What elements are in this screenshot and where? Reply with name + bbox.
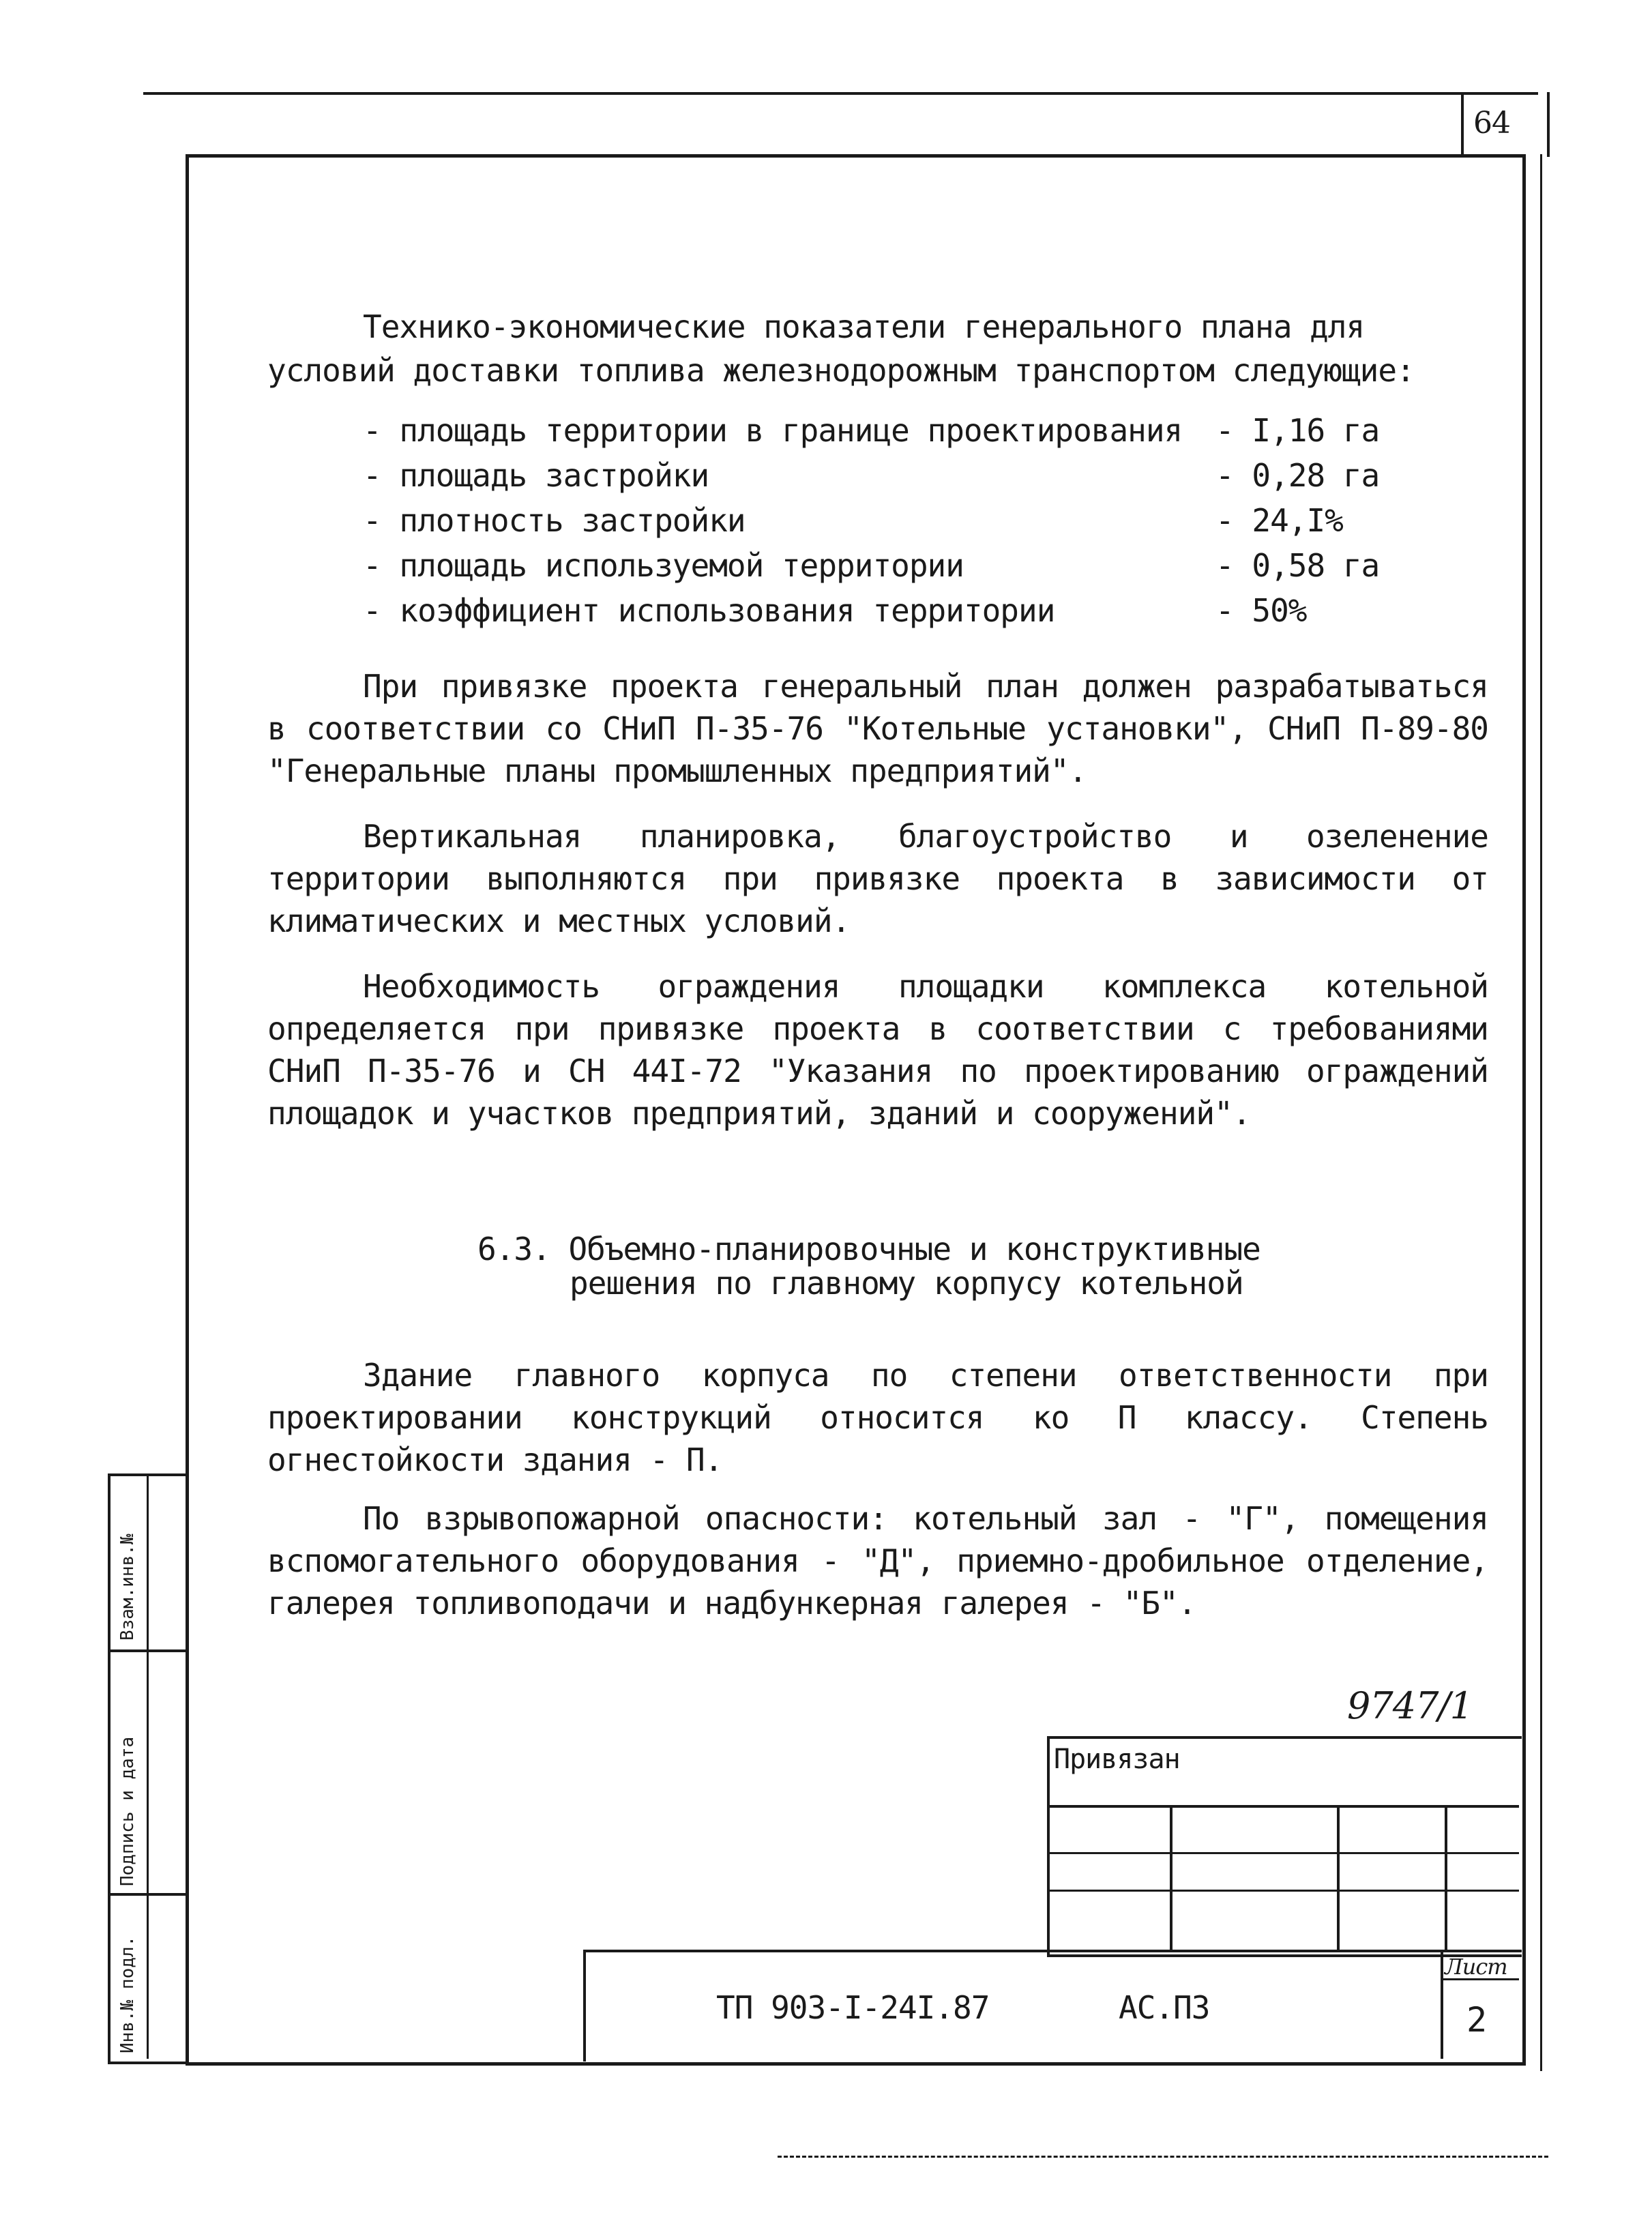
paragraph-fencing: Необходимость ограждения площадки комплекса котельной определяется при привязке проекта в соответствии с требованиями СНиП П-35-76 и СН 44I-72 "Указания по проектированию ограждений площадок и участков предприятий, зданий и сооружений". xyxy=(267,968,1488,1132)
indicator-label: - площадь застройки xyxy=(363,457,709,494)
indicator-label: - площадь территории в границе проектирования xyxy=(363,412,1183,449)
indicator-label: - коэффициент использования территории xyxy=(363,592,1055,629)
side-stamp-row-2 xyxy=(108,1893,186,1896)
indicator-building-density xyxy=(363,498,1400,543)
indicator-value: - 24,I% xyxy=(1215,502,1343,539)
paragraph-responsibility: Здание главного корпуса по степени ответственности при проектировании конструкций относится ко П классу. Степень огнестойкости здания - П. xyxy=(267,1357,1488,1478)
indicator-value: - 0,28 га xyxy=(1215,457,1380,494)
privyazan-row-3 xyxy=(1047,1890,1519,1892)
section-heading-line-1: 6.3. Объемно-планировочные и конструктивные xyxy=(477,1231,1260,1267)
indicator-value: - I,16 га xyxy=(1215,412,1380,449)
page-number-box-left xyxy=(1461,92,1464,157)
intro-line-2: условий доставки топлива железнодорожным транспортом следующие: xyxy=(267,352,1415,389)
privyazan-col-2 xyxy=(1337,1805,1340,1952)
handwritten-number: 9747/1 xyxy=(1347,1684,1473,1727)
privyazan-row-1 xyxy=(1047,1805,1519,1808)
page-number-box-right xyxy=(1547,92,1550,157)
indicator-territory-area xyxy=(363,408,1400,453)
privyazan-label: Привязан xyxy=(1054,1744,1180,1775)
doc-code: ТП 903-I-24I.87 xyxy=(716,1989,990,2026)
paragraph-fire-hazard: По взрывопожарной опасности: котельный зал - "Г", помещения вспомогательного оборудования - "Д", приемно-дробильное отделение, галерея топливоподачи и надбункерная галерея - "Б". xyxy=(267,1500,1488,1622)
privyazan-col-3 xyxy=(1445,1805,1447,1952)
privyazan-row-2 xyxy=(1047,1852,1519,1854)
side-stamp-divider xyxy=(147,1473,149,2059)
frame-right-outer xyxy=(1540,154,1542,2071)
indicator-used-area xyxy=(363,543,1400,588)
section-heading-line-2: решения по главному корпусу котельной xyxy=(570,1265,1243,1302)
sheet-label: Лист xyxy=(1445,1954,1507,1980)
doc-mark: АС.ПЗ xyxy=(1119,1989,1210,2026)
side-label-podpis-data: Подпись и дата xyxy=(117,1736,138,1886)
trim-line xyxy=(778,2156,1548,2158)
paragraph-general-plan: При привязке проекта генеральный план должен разрабатываться в соответствии со СНиП П-35-76 "Котельные установки", СНиП П-89-80 "Генеральные планы промышленных предприятий". xyxy=(267,668,1488,789)
intro-line-1: Технико-экономические показатели генерального плана для xyxy=(363,308,1365,345)
side-label-vzam-inv: Взам.инв.№ xyxy=(117,1534,138,1641)
sheet-number: 2 xyxy=(1466,2000,1487,2040)
indicator-value: - 50% xyxy=(1215,592,1307,629)
indicator-label: - площадь используемой территории xyxy=(363,547,964,584)
top-rule xyxy=(143,92,1538,95)
page-number: 64 xyxy=(1473,106,1510,141)
paragraph-vertical-planning: Вертикальная планировка, благоустройство и озеленение территории выполняются при привязке проекта в зависимости от климатических и местных условий. xyxy=(267,818,1488,939)
side-stamp-row-1 xyxy=(108,1649,186,1652)
privyazan-col-1 xyxy=(1170,1805,1172,1952)
indicator-label: - плотность застройки xyxy=(363,502,746,539)
indicator-value: - 0,58 га xyxy=(1215,547,1380,584)
indicator-building-area xyxy=(363,453,1400,498)
indicator-usage-coefficient xyxy=(363,588,1400,633)
side-label-inv-podl: Инв.№ подл. xyxy=(117,1935,138,2053)
title-block-sheet-divider xyxy=(1441,1950,1443,2059)
